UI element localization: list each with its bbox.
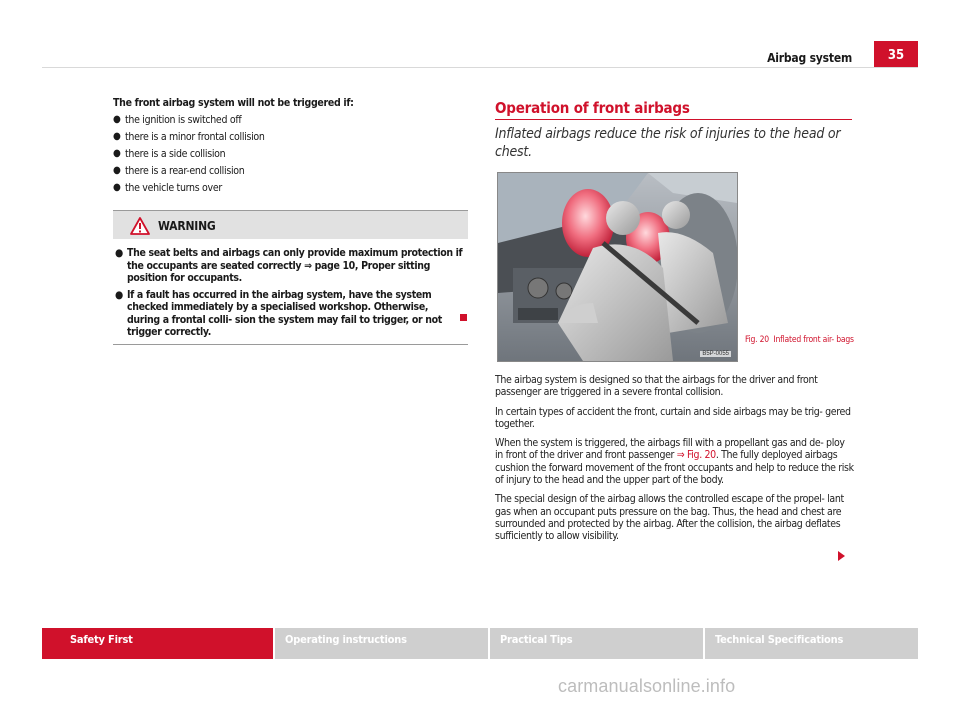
list-item: ● If a fault has occurred in the airbag system, have the system checked immediately by a specialised workshop. Otherwise, during a frontal colli- sion the system may fail to trigger, or not trigger correctly.	[115, 288, 442, 338]
bullet-icon: ●	[115, 247, 123, 259]
section-end-marker	[460, 314, 467, 321]
bullet-icon: ●	[113, 165, 121, 176]
chapter-footer-tabs	[42, 628, 918, 659]
list-item: ● the vehicle turns over	[113, 182, 222, 194]
list-item: ● there is a rear-end collision	[113, 165, 245, 177]
airbag-illustration-drawing	[498, 173, 737, 361]
bullet-icon: ●	[113, 131, 121, 142]
bullet-icon: ●	[113, 148, 121, 159]
header-divider	[42, 67, 918, 68]
paragraph: The special design of the airbag allows the controlled escape of the propel- lant gas when an occupant puts pressure on the bag. Thus, the head and chest are surrounded and protected by the airbag. After the collision, the airbag deflates sufficiently to allow visibility.	[495, 493, 844, 543]
running-header-title: Airbag system	[767, 51, 852, 65]
trigger-conditions	[113, 97, 468, 194]
warning-box	[113, 210, 468, 345]
section-title: Operation of front airbags	[495, 99, 690, 117]
page-number: 35	[874, 41, 918, 67]
footer-tab-safety-first[interactable]: Safety First	[42, 628, 273, 659]
warning-triangle-icon	[130, 217, 150, 235]
body-text	[495, 374, 855, 550]
bullet-icon: ●	[113, 182, 121, 193]
list-item: ● there is a side collision	[113, 148, 226, 160]
paragraph: In certain types of accident the front, curtain and side airbags may be trig- gered together.	[495, 405, 851, 430]
paragraph: When the system is triggered, the airbags fill with a propellant gas and de- ploy in front of the driver and front passenger ⇒ Fig. 20. The fully deployed airbags cushion the forward movement of the front occupants and help to reduce the risk of injury to the head and the upper part of the body.	[495, 437, 854, 487]
watermark: carmanualsonline.info	[558, 676, 736, 696]
figure-reference-link[interactable]: ⇒ Fig. 20	[676, 449, 716, 462]
continue-arrow-icon	[838, 551, 845, 561]
section-subtitle: Inflated airbags reduce the risk of injuries to the head or chest.	[495, 126, 841, 160]
footer-tab-practical-tips[interactable]: Practical Tips	[490, 628, 703, 659]
section-title-rule	[495, 119, 852, 120]
bullet-icon: ●	[115, 288, 123, 301]
footer-tab-technical-specifications[interactable]: Technical Specifications	[705, 628, 918, 659]
footer-tab-operating-instructions[interactable]: Operating instructions	[275, 628, 488, 659]
bullet-icon: ●	[113, 114, 121, 125]
list-item: ● the ignition is switched off	[113, 114, 242, 126]
warning-body	[113, 239, 468, 344]
figure-caption	[745, 335, 855, 345]
figure-caption-label: Fig. 20	[745, 335, 769, 345]
trigger-intro: The front airbag system will not be triggered if:	[113, 97, 354, 109]
warning-title: WARNING	[158, 219, 216, 233]
paragraph: The airbag system is designed so that the airbags for the driver and front passenger are triggered in a severe frontal collision.	[495, 374, 818, 399]
list-item: ● The seat belts and airbags can only provide maximum protection if the occupants are seated correctly ⇒ page 10, Proper sitting position for occupants.	[115, 247, 463, 284]
figure-caption-text: Inflated front air- bags	[773, 335, 854, 345]
warning-header	[113, 211, 468, 239]
figure-code: B5P-0055	[702, 351, 729, 357]
airbag-illustration	[497, 172, 738, 362]
list-item: ● there is a minor frontal collision	[113, 131, 265, 143]
